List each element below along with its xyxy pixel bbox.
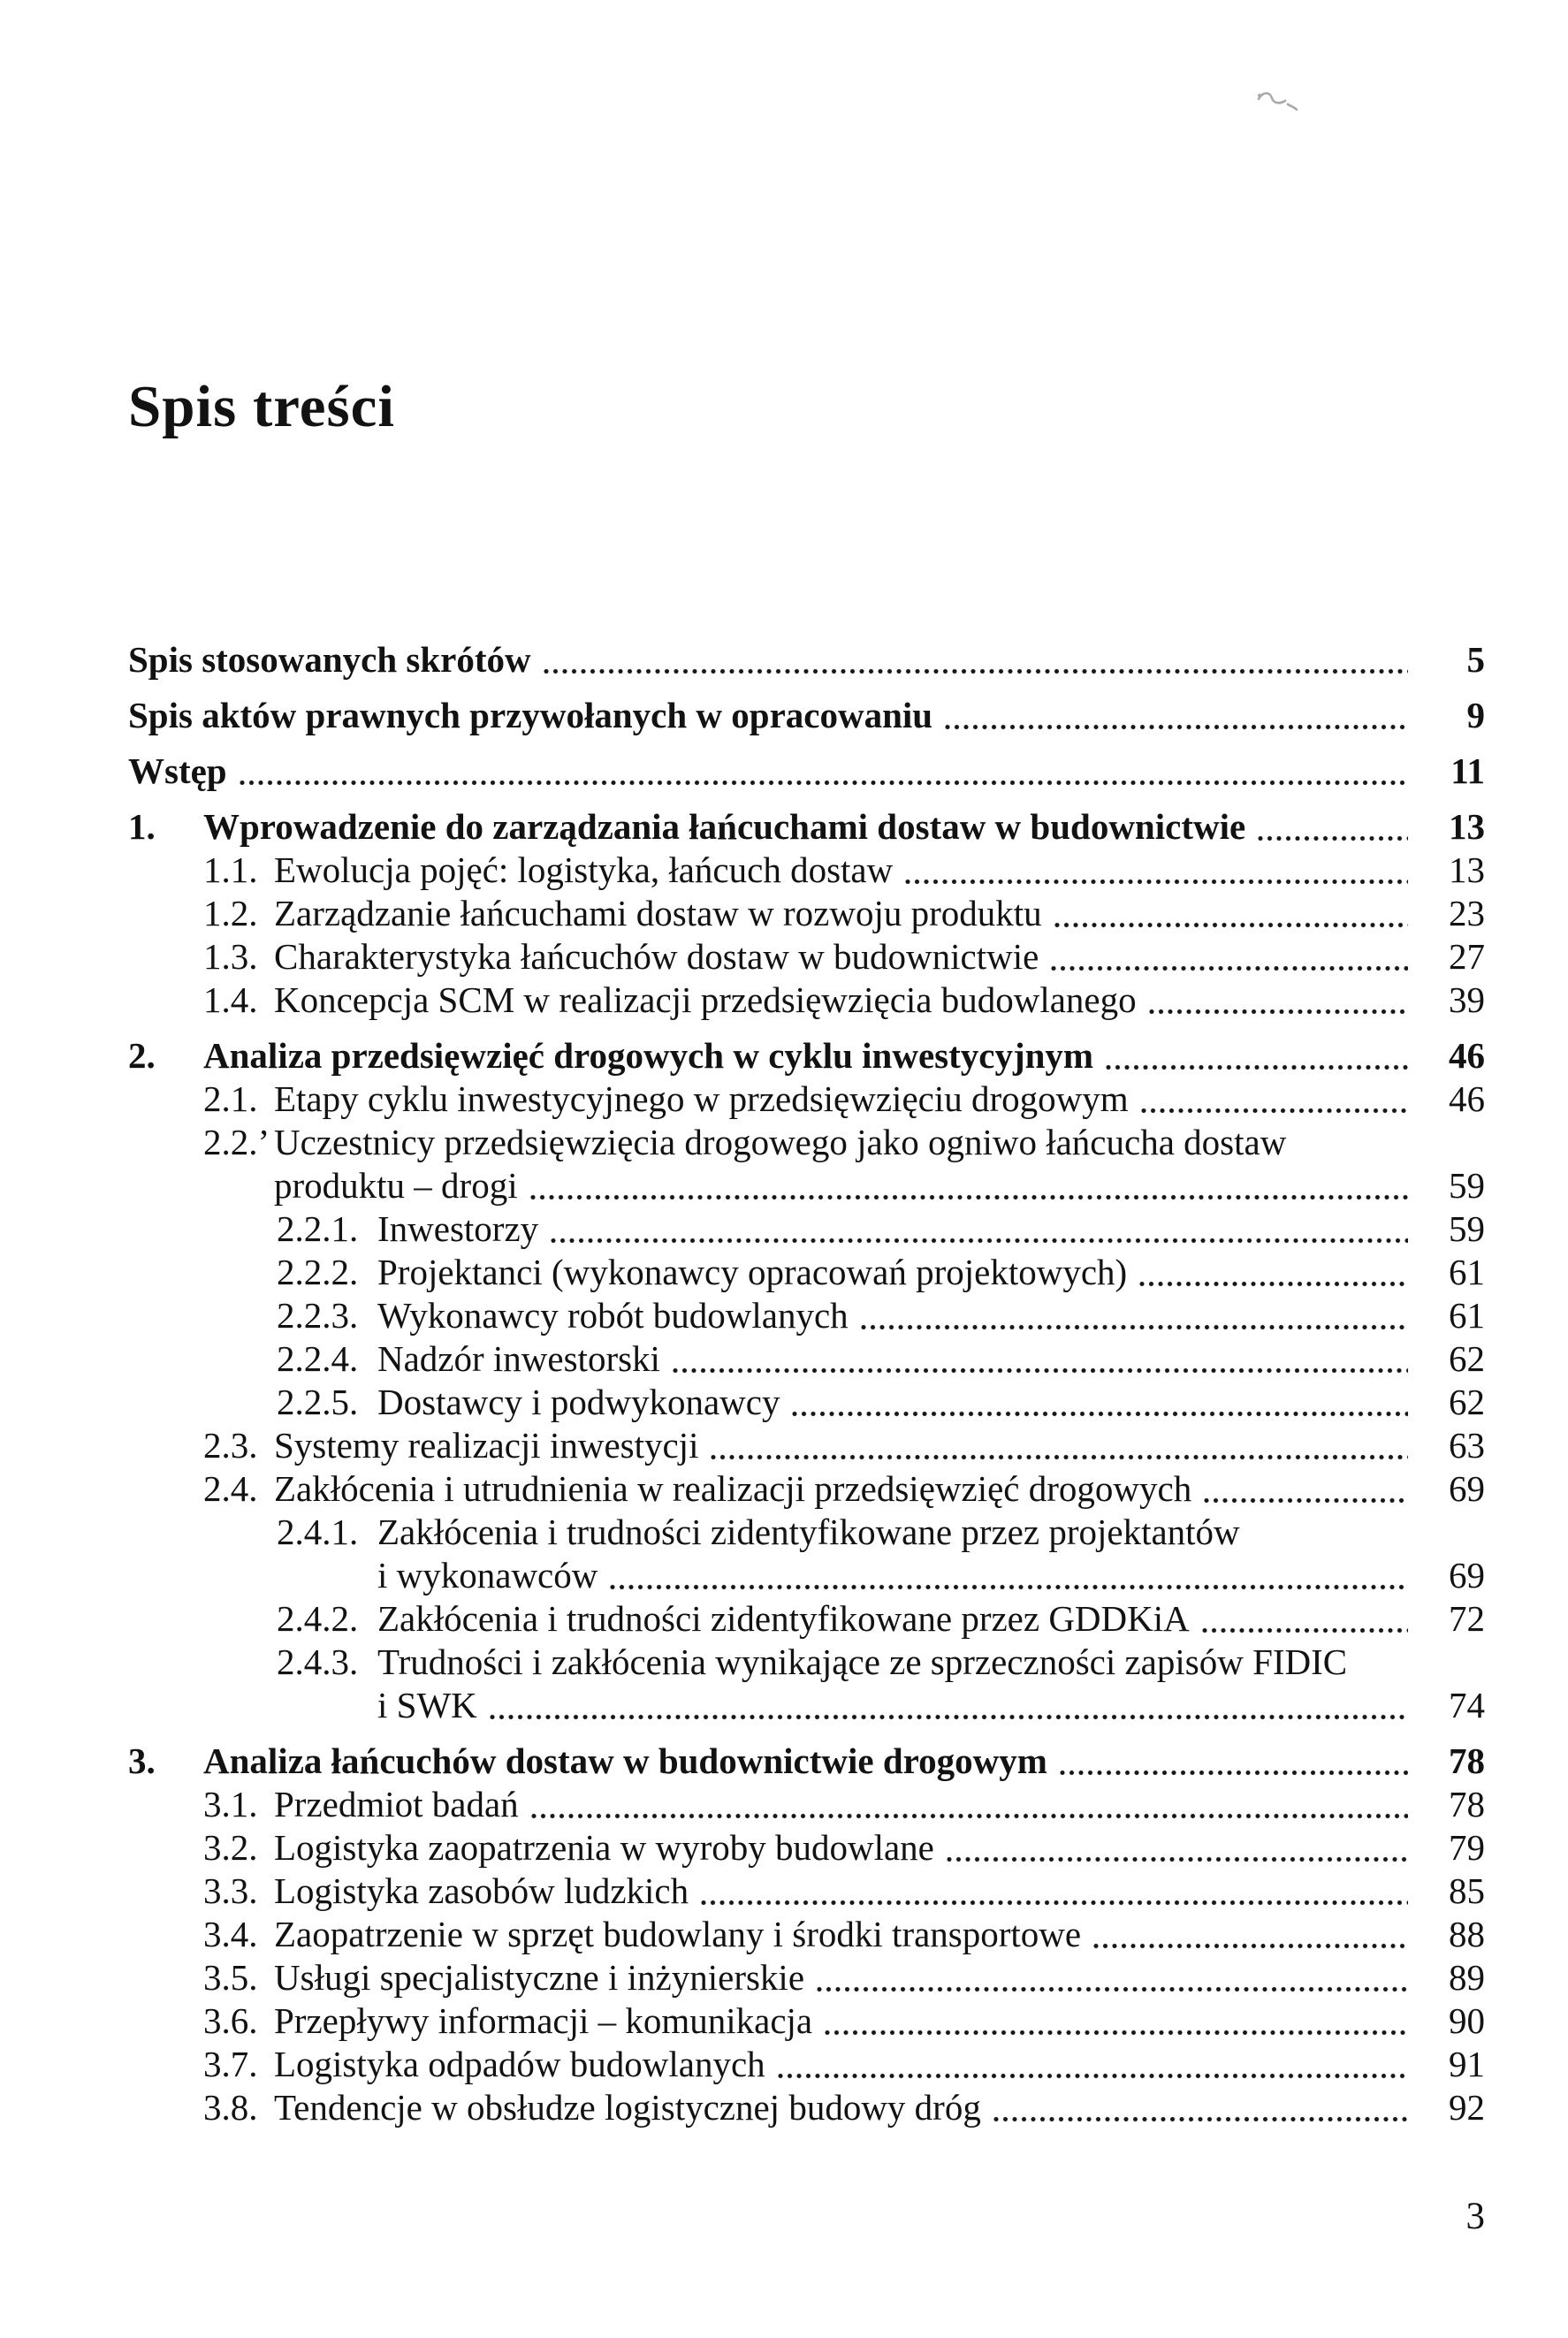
toc-entry-number: 2.4.2. bbox=[277, 1598, 359, 1639]
toc-entry bbox=[128, 1913, 1485, 1956]
dot-leader bbox=[551, 1238, 1408, 1244]
toc-entry-page: 27 bbox=[1449, 936, 1485, 977]
toc-entry bbox=[128, 1337, 1485, 1381]
toc-entry-title: Wprowadzenie do zarządzania łańcuchami dostaw w budownictwie bbox=[203, 806, 1246, 847]
toc-entry-title: Zaopatrzenie w sprzęt budowlany i środki transportowe bbox=[274, 1914, 1082, 1954]
dot-leader bbox=[1093, 1943, 1408, 1949]
toc-entry bbox=[128, 1597, 1485, 1641]
toc-entry-title: i SWK bbox=[377, 1685, 477, 1725]
toc-entry-number: 2.1. bbox=[203, 1078, 258, 1119]
dot-leader bbox=[817, 1986, 1408, 1992]
dot-leader bbox=[673, 1367, 1408, 1374]
toc-entry-title: Etapy cyklu inwestycyjnego w przedsięwzięciu drogowym bbox=[274, 1078, 1129, 1119]
toc-entry bbox=[128, 1207, 1485, 1251]
toc-entry-number: 3.8. bbox=[203, 2087, 258, 2128]
toc-entry-title: Wykonawcy robót budowlanych bbox=[377, 1295, 849, 1336]
toc-entry bbox=[128, 1783, 1485, 1826]
toc-entry-number: 2.4.1. bbox=[277, 1512, 359, 1552]
toc-entry-title: i wykonawców bbox=[377, 1555, 598, 1595]
dot-leader bbox=[945, 724, 1408, 730]
toc-entry-page: 78 bbox=[1449, 1784, 1485, 1824]
toc-entry-page: 69 bbox=[1449, 1555, 1485, 1595]
toc-entry bbox=[128, 935, 1485, 979]
dot-leader bbox=[711, 1454, 1408, 1460]
toc-entry-title: Zakłócenia i trudności zidentyfikowane przez GDDKiA bbox=[377, 1598, 1190, 1639]
toc-entry-title: Ewolucja pojęć: logistyka, łańcuch dostaw bbox=[274, 849, 894, 890]
toc-entry-title: Nadzór inwestorski bbox=[377, 1338, 660, 1379]
toc-entry-title: Logistyka zaopatrzenia w wyroby budowlane bbox=[274, 1827, 934, 1868]
dot-leader bbox=[778, 2073, 1408, 2079]
dot-leader bbox=[490, 1714, 1408, 1720]
dot-leader bbox=[531, 1813, 1408, 1819]
toc-entry bbox=[128, 1121, 1485, 1164]
dot-leader bbox=[947, 1856, 1408, 1862]
dot-leader bbox=[825, 2030, 1408, 2036]
toc-entry-page: 46 bbox=[1449, 1078, 1485, 1119]
toc-entry bbox=[128, 2043, 1485, 2086]
dot-leader bbox=[544, 668, 1408, 674]
toc-entry bbox=[128, 1251, 1485, 1294]
toc-entry-number: 3.1. bbox=[203, 1784, 258, 1824]
toc-entry-title: Systemy realizacji inwestycji bbox=[274, 1425, 699, 1466]
toc-entry-title: Logistyka odpadów budowlanych bbox=[274, 2044, 765, 2084]
dot-leader bbox=[792, 1411, 1408, 1417]
dot-leader bbox=[530, 1194, 1408, 1200]
toc-list bbox=[128, 638, 1485, 2129]
toc-entry bbox=[128, 1641, 1485, 1684]
toc-entry-number: 2.4. bbox=[203, 1468, 258, 1509]
dot-leader bbox=[905, 879, 1408, 885]
toc-entry-number: 2.2.2. bbox=[277, 1252, 359, 1292]
toc-entry-title: Tendencje w obsłudze logistycznej budowy dróg bbox=[274, 2087, 981, 2128]
toc-entry-page: 88 bbox=[1449, 1914, 1485, 1954]
toc-entry-number: 2. bbox=[128, 1035, 156, 1076]
toc-entry bbox=[128, 805, 1485, 849]
toc-entry-page: 85 bbox=[1449, 1870, 1485, 1911]
toc-entry-title: Usługi specjalistyczne i inżynierskie bbox=[274, 1957, 805, 1998]
toc-entry-number: 2.2.3. bbox=[277, 1295, 359, 1336]
toc-entry bbox=[128, 1164, 1485, 1207]
toc-entry-number: 2.2.’ bbox=[203, 1122, 270, 1162]
toc-entry-title: produktu – drogi bbox=[274, 1165, 518, 1206]
toc-entry-page: 79 bbox=[1449, 1827, 1485, 1868]
toc-entry-number: 1.4. bbox=[203, 979, 258, 1020]
toc-entry-number: 2.2.5. bbox=[277, 1382, 359, 1422]
toc-entry bbox=[128, 750, 1485, 793]
toc-entry-title: Zarządzanie łańcuchami dostaw w rozwoju produktu bbox=[274, 893, 1042, 933]
toc-entry-page: 61 bbox=[1449, 1295, 1485, 1336]
toc-entry-page: 59 bbox=[1449, 1165, 1485, 1206]
toc-entry-title: Charakterystyka łańcuchów dostaw w budownictwie bbox=[274, 936, 1039, 977]
toc-entry bbox=[128, 1467, 1485, 1511]
toc-entry bbox=[128, 892, 1485, 935]
dot-leader bbox=[240, 780, 1408, 786]
toc-entry-page: 13 bbox=[1449, 849, 1485, 890]
toc-entry bbox=[128, 1294, 1485, 1337]
dot-leader bbox=[701, 1900, 1408, 1906]
toc-entry-page: 90 bbox=[1449, 2000, 1485, 2041]
toc-entry-title: Przedmiot badań bbox=[274, 1784, 519, 1824]
toc-entry-number: 3.6. bbox=[203, 2000, 258, 2041]
toc-entry-number: 2.2.1. bbox=[277, 1208, 359, 1249]
toc-entry-number: 3.3. bbox=[203, 1870, 258, 1911]
page-title: Spis treści bbox=[128, 374, 395, 439]
toc-entry-title: Projektanci (wykonawcy opracowań projektowych) bbox=[377, 1252, 1128, 1292]
toc-entry-title: Wstęp bbox=[128, 750, 227, 791]
toc-entry bbox=[128, 1999, 1485, 2043]
dot-leader bbox=[1054, 922, 1408, 928]
toc-entry-title: Logistyka zasobów ludzkich bbox=[274, 1870, 689, 1911]
toc-entry-title: Spis aktów prawnych przywołanych w opracowaniu bbox=[128, 695, 933, 735]
toc-entry bbox=[128, 1034, 1485, 1078]
dot-leader bbox=[861, 1324, 1408, 1330]
toc-entry-number: 1. bbox=[128, 806, 156, 847]
toc-entry-page: 91 bbox=[1449, 2044, 1485, 2084]
dot-leader bbox=[1258, 835, 1408, 842]
dot-leader bbox=[1204, 1497, 1408, 1504]
toc-entry-page: 39 bbox=[1449, 979, 1485, 1020]
toc-entry-number: 3.5. bbox=[203, 1957, 258, 1998]
toc-entry-title: Analiza łańcuchów dostaw w budownictwie drogowym bbox=[203, 1740, 1047, 1781]
dot-leader bbox=[1139, 1281, 1408, 1287]
toc-entry-title: Trudności i zakłócenia wynikające ze sprzeczności zapisów FIDIC bbox=[377, 1641, 1348, 1682]
toc-entry-page: 69 bbox=[1449, 1468, 1485, 1509]
dot-leader bbox=[1149, 1009, 1408, 1015]
toc-entry-title: Przepływy informacji – komunikacja bbox=[274, 2000, 813, 2041]
toc-entry-page: 11 bbox=[1450, 750, 1485, 791]
toc-entry-number: 2.3. bbox=[203, 1425, 258, 1466]
toc-entry-page: 61 bbox=[1449, 1252, 1485, 1292]
dot-leader bbox=[610, 1584, 1408, 1590]
toc-entry bbox=[128, 1424, 1485, 1467]
toc-entry-title: Dostawcy i podwykonawcy bbox=[377, 1382, 780, 1422]
toc-entry-page: 72 bbox=[1449, 1598, 1485, 1639]
dot-leader bbox=[993, 2116, 1408, 2122]
toc-entry-title: Zakłócenia i utrudnienia w realizacji przedsięwzięć drogowych bbox=[274, 1468, 1192, 1509]
toc-entry bbox=[128, 1870, 1485, 1913]
toc-entry-title: Uczestnicy przedsięwzięcia drogowego jako ogniwo łańcucha dostaw bbox=[274, 1122, 1287, 1162]
toc-entry-page: 59 bbox=[1449, 1208, 1485, 1249]
toc-entry-number: 1.1. bbox=[203, 849, 258, 890]
toc-entry bbox=[128, 2086, 1485, 2129]
toc-entry-number: 1.2. bbox=[203, 893, 258, 933]
toc-entry-page: 5 bbox=[1466, 639, 1485, 680]
toc-entry bbox=[128, 1956, 1485, 1999]
toc-entry-page: 62 bbox=[1449, 1382, 1485, 1422]
toc-entry-page: 89 bbox=[1449, 1957, 1485, 1998]
toc-entry-number: 3.4. bbox=[203, 1914, 258, 1954]
toc-entry-page: 9 bbox=[1466, 695, 1485, 735]
dot-leader bbox=[1106, 1064, 1408, 1070]
toc-entry bbox=[128, 694, 1485, 737]
toc-entry bbox=[128, 979, 1485, 1022]
toc-entry-title: Spis stosowanych skrótów bbox=[128, 639, 531, 680]
toc-entry-number: 1.3. bbox=[203, 936, 258, 977]
toc-entry-page: 74 bbox=[1449, 1685, 1485, 1725]
toc-entry bbox=[128, 638, 1485, 682]
toc-entry bbox=[128, 849, 1485, 892]
toc-entry-number: 3.2. bbox=[203, 1827, 258, 1868]
toc-entry-page: 62 bbox=[1449, 1338, 1485, 1379]
toc-entry-page: 92 bbox=[1449, 2087, 1485, 2128]
toc-entry-number: 2.4.3. bbox=[277, 1641, 359, 1682]
toc-entry-page: 23 bbox=[1449, 893, 1485, 933]
toc-entry-title: Koncepcja SCM w realizacji przedsięwzięcia budowlanego bbox=[274, 979, 1137, 1020]
toc-entry-page: 13 bbox=[1449, 806, 1485, 847]
toc-entry-title: Inwestorzy bbox=[377, 1208, 539, 1249]
dot-leader bbox=[1141, 1108, 1408, 1114]
toc-entry-title: Analiza przedsięwzięć drogowych w cyklu inwestycyjnym bbox=[203, 1035, 1094, 1076]
toc-entry bbox=[128, 1381, 1485, 1424]
toc-entry-number: 2.2.4. bbox=[277, 1338, 359, 1379]
dot-leader bbox=[1202, 1627, 1408, 1634]
toc-entry-page: 78 bbox=[1449, 1740, 1485, 1781]
toc-entry-number: 3. bbox=[128, 1740, 156, 1781]
toc-entry bbox=[128, 1740, 1485, 1783]
toc-entry bbox=[128, 1826, 1485, 1870]
page-number: 3 bbox=[1465, 2196, 1485, 2237]
toc-entry bbox=[128, 1684, 1485, 1727]
toc-entry-page: 46 bbox=[1449, 1035, 1485, 1076]
dot-leader bbox=[1060, 1770, 1408, 1776]
toc-entry-page: 63 bbox=[1449, 1425, 1485, 1466]
toc-entry bbox=[128, 1078, 1485, 1121]
scan-smudge-mark bbox=[1252, 85, 1306, 118]
toc-entry bbox=[128, 1511, 1485, 1554]
toc-entry-title: Zakłócenia i trudności zidentyfikowane przez projektantów bbox=[377, 1512, 1240, 1552]
dot-leader bbox=[1051, 965, 1408, 971]
toc-entry bbox=[128, 1554, 1485, 1597]
toc-entry-number: 3.7. bbox=[203, 2044, 258, 2084]
